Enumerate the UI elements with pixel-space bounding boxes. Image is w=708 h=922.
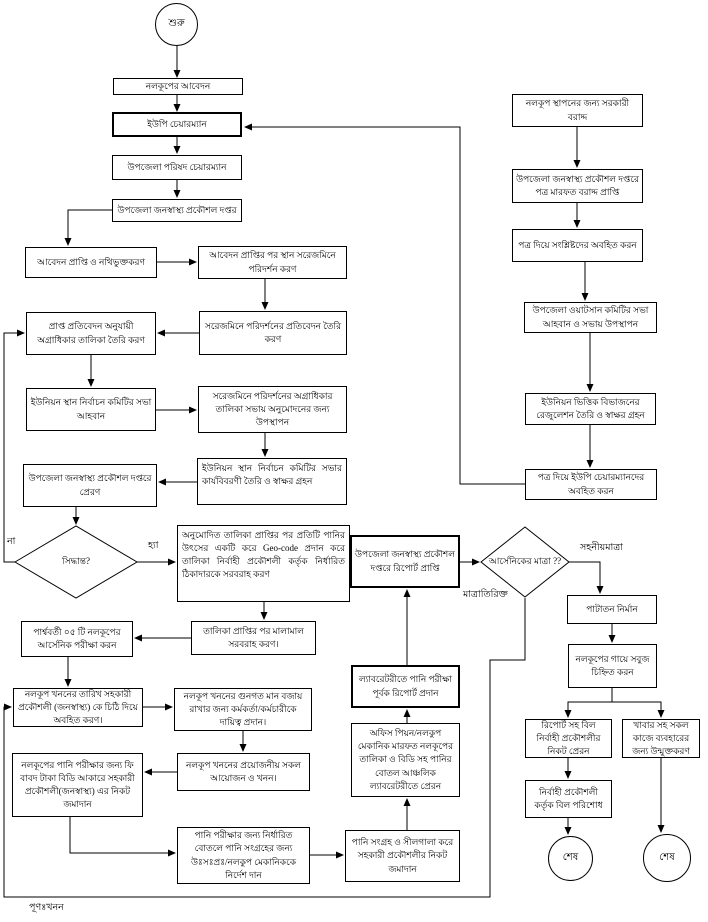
node-union-resolution: ইউনিয়ন ভিত্তিক বিভাজনের রেজুলেশন তৈরি ও স্বাক্ষর গ্রহন: [525, 393, 656, 425]
node-upazila-parishad-chairman: উপজেলা পরিষদ চেয়ারম্যান: [112, 155, 242, 180]
node-bottle-instruction: পানি পরীক্ষার জন্য নির্ধারিত বোতলে পানি সংগ্রহের জন্য উঃসঃপ্রঃ/নলকুপ মেকানিককে নির্দেশ দান: [177, 827, 310, 884]
node-up-chairman: ইউপি চেয়ারম্যান: [112, 112, 242, 137]
label-excessive: মাত্রাতিরিক্ত: [463, 590, 508, 600]
node-union-committee-meeting: ইউনিয়ন স্থান নির্বাচন কমিটির সভা আহবান: [26, 388, 156, 431]
node-arsenic-test-nearby: পার্শ্ববর্তী ০৫ টি নলকূপের আর্সেনিক পরীক্ষা করন: [21, 621, 133, 657]
node-govt-allocation: নলকূপ স্থাপনের জন্য সরকারী বরাদ্দ: [512, 94, 643, 127]
node-report-receipt: উপজেলা জনস্বাস্থ্য প্রকৌশল দপ্তরে রিপোর্ট প্রাপ্তি: [350, 535, 460, 588]
node-tubewell-application: নলকূপের আবেদন: [113, 78, 243, 95]
node-platform-construction: পাটাতন নির্মান: [567, 595, 657, 624]
node-list-presentation: সরেজমিনে পরিদর্শনের অগ্রাধিকার তালিকা সভায় অনুমোদনের জন্য উপস্থাপন: [198, 386, 347, 433]
node-materials-supply: তালিকা প্রাপ্তির পর মালামাল সরবরাহ করণ।: [191, 621, 316, 655]
decision-label: সিদ্ধান্ত?: [62, 556, 90, 567]
node-geocode-supply: অনুমোদিত তালিকা প্রাপ্তির পর প্রতিটি পানির উৎসের একটি করে Geo-code প্রদান করে তালিকা নির্বাহী প্রকৌশলী কর্তৃক নির্ধারিত ঠিকাদারকে সরবরাহ করণ: [177, 525, 350, 602]
label-yes: হ্যা: [148, 541, 159, 551]
arsenic-decision-label: আর্সেনিকের মাত্রা ??: [488, 556, 562, 567]
node-allocation-receipt: উপজেলা জনস্বাস্থ্য প্রকৌশল দপ্তরে পত্র মারফত বরাদ্দ প্রাপ্তি: [512, 169, 643, 203]
node-send-to-phe-office: উপজেলা জনস্বাস্থ্য প্রকৌশল দপ্তরে প্রেরণ: [23, 464, 157, 507]
node-drilling-arrangement: নলকূপ খননের প্রয়োজনীয় সকল আয়োজন ও খনন।: [177, 753, 310, 791]
node-inform-concerned: পত্র দিয়ে সংশ্লিষ্টদের অবহিত করন: [512, 229, 643, 262]
label-tolerable: সহনীয়মাত্রা: [580, 543, 624, 553]
label-no: না: [7, 537, 16, 547]
node-bill-payment: নির্বাহী প্রকৌশলী কর্তৃক বিল পরিশোধ: [525, 780, 612, 818]
node-drilling-date-letter: নলকূপ খননের তারিখ সহকারী প্রকৌশলী (জনস্বাস্থ্য) কে চিঠি দিয়ে অবহিত করণ।: [13, 688, 143, 727]
node-priority-list: প্রাপ্ত প্রতিবেদন অনুযায়ী অগ্রাধিকার তালিকা তৈরি করণ: [26, 312, 156, 355]
node-upazila-phe-office: উপজেলা জনস্বাস্থ্য প্রকৌশল দপ্তর: [112, 199, 242, 222]
node-fee-deposit: নলকূপের পানি পরীক্ষার জন্য ফি বাবদ টাকা বিডি আকারে সহকারী প্রকৌশলী(জনস্বাস্থ্য) এর নিকট জমাদান: [12, 753, 143, 817]
node-open-for-use: খাবার সহ সকল কাজে ব্যবহারের জন্য উন্মুক্তকরণ: [622, 719, 700, 758]
node-quality-assignment: নলকূপ খননের গুনগত মান বজায় রাখার জন্য কর্মকর্তা/কর্মচারীকে দায়িত্ব প্রদান।: [174, 688, 312, 731]
node-bill-to-ee: রিপোর্ট সহ বিল নির্বাহী প্রকৌশলীর নিকট প্রেরন: [525, 719, 612, 758]
node-application-receipt: আবেদন প্রাপ্তি ও নথিভুক্তকরণ: [25, 247, 157, 278]
node-site-inspection: আবেদন প্রাপ্তির পর স্থান সরেজমিনে পরিদর্শন করণ: [198, 246, 347, 279]
node-watsan-meeting: উপজেলা ওয়াটসান কমিটির সভা আহবান ও সভায় উপস্থাপন: [524, 302, 657, 333]
node-green-marking: নলকূপের গায়ে সবুজ চিহ্নিত করন: [568, 644, 657, 688]
node-send-to-lab: অফিস পিয়ন/নলকুপ মেকানিক মারফত নলকূপের তালিকা ও বিডি সহ পানির বোতল আঞ্চলিক ল্যাবরেটরীতে প্রেরন: [351, 723, 460, 797]
label-redrill: পূণঃখনন: [29, 903, 64, 913]
start-circle: শুরু: [155, 3, 198, 46]
node-inform-up-chairmen: পত্র দিয়ে ইউপি চেয়ারম্যানদের অবহিত করন: [525, 469, 657, 500]
node-sealed-sample-deposit: পানি সংগ্রহ ও সীলগালা করে সহকারী প্রকৌশলীর নিকট জমাদান: [345, 830, 460, 882]
node-meeting-minutes: ইউনিয়ন স্থান নির্বাচন কমিটির সভার কার্যবিবরণী তৈরি ও স্বাক্ষর গ্রহন: [197, 458, 347, 505]
end-circle-2: শেষ: [643, 834, 691, 882]
node-inspection-report: সরেজমিনে পরিদর্শনের প্রতিবেদন তৈরি করণ: [199, 311, 347, 355]
end-circle-1: শেষ: [548, 836, 593, 881]
node-lab-report: ল্যাবরেটরীতে পানি পরীক্ষা পূর্বক রিপোর্ট প্রদান: [351, 665, 460, 708]
